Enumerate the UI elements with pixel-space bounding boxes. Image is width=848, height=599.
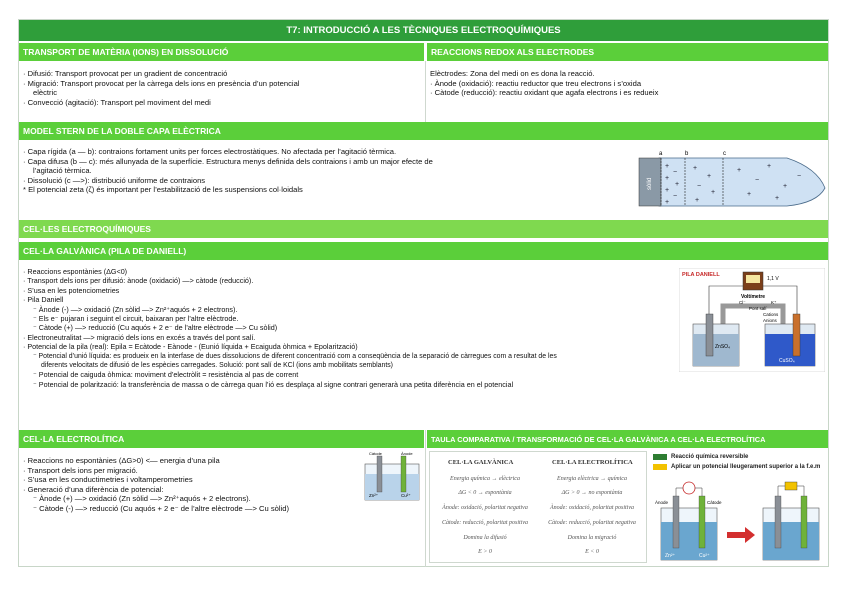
k-label: K⁺: [771, 300, 777, 305]
cations-label: Cations: [763, 312, 779, 317]
electrolytic-line: ⁻ Càtode (-) —> reducció (Cu aquós + 2 e⁻ de l’altre elèctrode —> Cu sòlid): [33, 503, 289, 513]
galvanic-line: · Reaccions espontànies (ΔG<0): [23, 267, 128, 276]
svg-text:+: +: [737, 167, 742, 174]
galvanic-line: ⁻ Potencial de polarització: la transferència de massa o de càrrega quan l’ió es desplaça al signe contrari generarà una petita diferència en el potencial: [33, 379, 514, 389]
electrolytic-zn-label: Zn²⁺: [369, 493, 379, 498]
svg-text:+: +: [693, 165, 698, 172]
comparison-cell: Energia elèctrica → química: [557, 476, 627, 482]
column-divider: [425, 430, 426, 567]
svg-text:+: +: [767, 163, 772, 170]
transport-line: elèctric: [33, 88, 58, 98]
fig-zn-label: Zn²⁺: [665, 553, 676, 559]
galvanic-line: · Electroneutralitat —> migració dels ions en excés a través del pont salí.: [23, 332, 256, 342]
legend-item: [653, 464, 820, 470]
stern-line: · Capa rígida (a — b): contraions fortament units per forces electrostàtiques. No afectada per l’agitació tèrmica.: [23, 147, 397, 156]
svg-text:−: −: [673, 193, 678, 200]
comparison-cell: Energia química → elèctrica: [450, 476, 520, 482]
section-electrolytic-heading: CEL·LA ELECTROLÍTICA: [19, 430, 424, 448]
galvanic-line: ⁻ Càtode (+) —> reducció (Cu aquós + 2 e⁻ de l’altre elèctrode —> Cu sòlid): [33, 323, 278, 333]
bridge-label: Pont salí: [749, 306, 767, 311]
daniell-cell-figure: [679, 268, 825, 372]
svg-text:+: +: [665, 199, 670, 206]
section-stern-heading: MODEL STERN DE LA DOBLE CAPA ELÈCTRICA: [19, 122, 828, 140]
electrolytic-line: ⁻ Ànode (+) —> oxidació (Zn sòlid —> Zn²⁺aquós + 2 electrons).: [33, 494, 251, 504]
svg-text:−: −: [673, 169, 678, 176]
svg-text:−: −: [755, 177, 760, 184]
redox-text: [430, 69, 658, 98]
transport-text: [23, 69, 299, 107]
redox-line: · Càtode (reducció): reactiu oxidant que agafa electrons i es redueix: [430, 88, 659, 98]
comparison-cell: Ànode: oxidació, polaritat negativa: [442, 505, 528, 511]
cl-label: Cl⁻: [739, 300, 746, 305]
cuso4-label: CuSO₄: [779, 358, 795, 364]
comparison-cell: E < 0: [585, 549, 599, 555]
comparison-cell: Càtode: reducció, polaritat positiva: [441, 520, 529, 526]
galvanic-line: · S’usa en les potenciometries: [23, 285, 120, 295]
voltmeter-label: Voltímetre: [741, 294, 766, 300]
electrolytic-cell-figure: [363, 450, 421, 502]
transport-line: · Difusió: Transport provocat per un gradient de concentració: [23, 69, 228, 78]
comparison-col1: CEL·LA GALVÀNICA: [448, 459, 514, 466]
fig-cathode-label: Càtode: [707, 500, 722, 505]
section-galvanic-heading: CEL·LA GALVÀNICA (PILA DE DANIELL): [19, 242, 828, 260]
svg-text:+: +: [665, 187, 670, 194]
comparison-cell: ΔG > 0 → no espontània: [561, 490, 623, 496]
stern-line: · Dissolució (c —>): distribució uniforme de contraions: [23, 175, 206, 185]
galvanic-line: ⁻ Potencial de caiguda òhmica: moviment d’electròlit = resistència al pas de corrent: [33, 370, 299, 380]
label-a: a: [659, 151, 663, 157]
svg-text:+: +: [783, 183, 788, 190]
electrolytic-line: · Transport dels ions per migració.: [23, 465, 138, 475]
legend-swatch-yellow: [653, 464, 667, 470]
transport-line: · Convecció (agitació): Transport pel moviment del medi: [23, 97, 211, 107]
comparison-cell: Domina la difusió: [463, 535, 507, 541]
stern-line: * El potencial zeta (ζ) és important per l’estabilització de les suspensions col·loidals: [23, 185, 303, 195]
transformation-figure: [651, 478, 827, 564]
electrolytic-line: · Reaccions no espontànies (ΔG>0) <— energia d’una pila: [23, 456, 220, 465]
fig-anode-label: Ànode: [655, 500, 669, 505]
svg-text:−: −: [697, 183, 702, 190]
svg-text:+: +: [747, 191, 752, 198]
galvanic-line: ⁻ Els e⁻ pujaran i seguint el circuit, baixaran per l’altre elèctrode.: [33, 314, 239, 324]
comparison-cell: ΔG < 0 → espontània: [458, 490, 512, 496]
svg-text:+: +: [665, 163, 670, 170]
electrolytic-anode-label: Ànode: [401, 451, 413, 456]
galvanic-line: ⁻ Potencial d’unió líquida: es produeix en la interfase de dues dissolucions de diferent concentració com a conseqüència de la separació de càrregues com a resultat de les: [33, 352, 557, 360]
galvanic-line: · Transport dels ions per difusió: ànode (oxidació) —> càtode (reducció).: [23, 276, 254, 286]
comparison-cell: Càtode: reducció, polaritat negativa: [548, 520, 636, 526]
transport-line: · Migració: Transport provocat per la càrrega dels ions en presència d’un potencial: [23, 78, 300, 88]
double-layer-diagram: [637, 148, 827, 210]
galvanic-text: [23, 267, 557, 389]
svg-text:+: +: [775, 195, 780, 202]
znso4-label: ZnSO₄: [715, 344, 731, 350]
electrolytic-cu-label: Cu²⁺: [401, 493, 411, 498]
legend-text: Aplicar un potencial lleugerament superior a la f.e.m: [671, 464, 821, 470]
redox-line: · Ànode (oxidació): reactiu reductor que treu electrons i s’oxida: [430, 78, 642, 88]
section-cells-heading: CEL·LES ELECTROQUÍMIQUES: [19, 220, 828, 238]
galvanic-line: · Potencial de la pila (real): Epila = Ecàtode - Eànode - (Eunió líquida + Ecaiguda òhmica + Epolarització): [23, 342, 358, 352]
anions-label: Anions: [763, 318, 777, 323]
section-transport-heading: TRANSPORT DE MATÈRIA (IONS) EN DISSOLUCIÓ: [19, 43, 424, 61]
solid-label: sòlid: [647, 177, 653, 190]
galvanic-line: · Pila Daniell: [23, 295, 64, 305]
stern-text: [23, 147, 433, 195]
comparison-cell: Domina la migració: [567, 535, 617, 541]
electrolytic-cathode-label: Càtode: [369, 451, 382, 456]
legend-text: Reacció química reversible: [671, 454, 749, 460]
svg-text:+: +: [675, 181, 680, 188]
svg-text:−: −: [797, 173, 802, 180]
svg-text:+: +: [711, 189, 716, 196]
summary-sheet: [18, 19, 829, 567]
comparison-cell: Ànode: oxidació, polaritat positiva: [550, 505, 634, 511]
comparison-cell: E > 0: [478, 549, 492, 555]
galvanic-line: ⁻ Ànode (-) —> oxidació (Zn sòlid —> Zn²⁺aquós + 2 electrons).: [33, 304, 238, 314]
fig-cu-label: Cu²⁺: [699, 553, 710, 559]
legend-item: [653, 454, 748, 460]
svg-text:+: +: [665, 175, 670, 182]
comparison-col2: CEL·LA ELECTROLÍTICA: [552, 459, 633, 466]
daniell-title: PILA DANIELL: [682, 272, 720, 278]
electrolytic-line: · Generació d’una diferència de potencial:: [23, 484, 164, 494]
svg-text:+: +: [695, 197, 700, 204]
comparison-table: [429, 451, 647, 563]
legend-swatch-green: [653, 454, 667, 460]
electrolytic-text: [23, 456, 289, 514]
page-title: T7: INTRODUCCIÓ A LES TÈCNIQUES ELECTROQUÍMIQUES: [19, 20, 828, 41]
section-comparison-heading: TAULA COMPARATIVA / TRANSFORMACIÓ DE CEL·LA GALVÀNICA A CEL·LA ELECTROLÍTICA: [427, 430, 828, 448]
electrolytic-line: · S’usa en les conductimetries i voltamperometries: [23, 475, 193, 485]
stern-line: l’agitació tèrmica.: [33, 166, 92, 176]
galvanic-line: diferents velocitats de difusió de les espècies carregades. Solució: pont salí de KCl (ions amb mobilitats semblants): [41, 362, 393, 370]
label-b: b: [685, 151, 689, 157]
arrow-right-icon: [727, 527, 755, 543]
svg-text:+: +: [707, 173, 712, 180]
label-c: c: [723, 151, 726, 157]
redox-line: Elèctrodes: Zona del medi on es dona la reacció.: [430, 69, 595, 78]
voltage-label: 1,1 V: [767, 276, 779, 282]
stern-line: · Capa difusa (b — c): més allunyada de la superfície. Estructura menys definida dels contraions i amb un major efecte de: [23, 156, 433, 166]
section-redox-heading: REACCIONS REDOX ALS ELECTRODES: [427, 43, 828, 61]
